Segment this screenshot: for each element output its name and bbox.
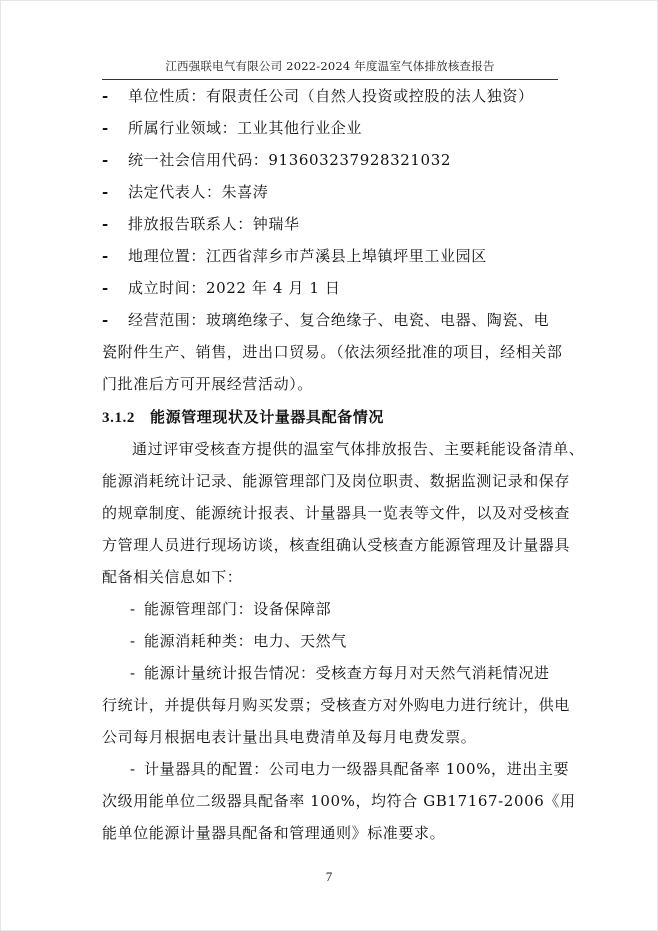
bullet-marker: - bbox=[102, 183, 109, 201]
paragraph-line: 通过评审受核查方提供的温室气体排放报告、主要耗能设备清单、 bbox=[132, 440, 585, 458]
dash-marker: - bbox=[130, 664, 136, 682]
section-heading bbox=[102, 402, 562, 433]
energy-item-text: 计量器具的配置：公司电力一级器具配备率 100%，进出主要 bbox=[144, 760, 570, 778]
info-item-text: 所属行业领域：工业其他行业企业 bbox=[128, 119, 363, 137]
paragraph-line: 方管理人员进行现场访谈，核查组确认受核查方能源管理及计量器具 bbox=[102, 536, 571, 554]
energy-item-reporting bbox=[102, 657, 571, 753]
energy-item-text: 能单位能源计量器具配备和管理通则》标准要求。 bbox=[102, 824, 446, 842]
paragraph-line: 能源消耗统计记录、能源管理部门及岗位职责、数据监测记录和保存 bbox=[102, 472, 571, 490]
bullet-marker: - bbox=[102, 279, 109, 297]
info-item-unit-type bbox=[102, 80, 562, 112]
document-body bbox=[102, 80, 585, 849]
energy-item-text: 公司每月根据电表计量出具电费清单及每月电费发票。 bbox=[102, 728, 477, 746]
info-item-contact bbox=[102, 208, 562, 240]
energy-item-text: 行统计，并提供每月购买发票；受核查方对外购电力进行统计，供电 bbox=[102, 696, 571, 714]
info-item-credit-code bbox=[102, 144, 562, 176]
info-item-industry bbox=[102, 112, 562, 144]
energy-item-text: 能源计量统计报告情况：受核查方每月对天然气消耗情况进 bbox=[144, 664, 550, 682]
bullet-marker: - bbox=[102, 215, 109, 233]
scope-line-3: 门批准后方可开展经营活动）。 bbox=[102, 375, 313, 393]
bullet-marker: - bbox=[102, 87, 109, 105]
section-title: 能源管理现状及计量器具配备情况 bbox=[150, 408, 385, 426]
scope-line-1: 经营范围：玻璃绝缘子、复合绝缘子、电瓷、电器、陶瓷、电 bbox=[128, 311, 550, 329]
section-number: 3.1.2 bbox=[102, 410, 135, 426]
scope-line-2: 瓷附件生产、销售，进出口贸易。（依法须经批准的项目，经相关部 bbox=[102, 343, 563, 361]
page-header: 江西强联电气有限公司 2022-2024 年度温室气体排放核查报告 bbox=[165, 59, 495, 73]
energy-item-department bbox=[102, 593, 562, 625]
dash-marker: - bbox=[130, 760, 136, 778]
energy-item-types bbox=[102, 625, 562, 657]
info-item-legal-rep bbox=[102, 176, 562, 208]
energy-item-text: 能源消耗种类：电力、天然气 bbox=[144, 632, 347, 650]
body-paragraph bbox=[102, 433, 585, 593]
page-number: 7 bbox=[325, 869, 333, 884]
energy-item-text: 次级用能单位二级器具配备率 100%，均符合 GB17167-2006《用 bbox=[102, 792, 576, 810]
bullet-marker: - bbox=[102, 311, 109, 329]
dash-marker: - bbox=[130, 600, 136, 618]
info-item-text: 成立时间：2022 年 4 月 1 日 bbox=[128, 279, 341, 297]
info-item-text: 法定代表人：朱喜涛 bbox=[128, 183, 269, 201]
info-item-text: 单位性质：有限责任公司（自然人投资或控股的法人独资） bbox=[128, 87, 534, 105]
info-item-text: 统一社会信用代码：91360323792832103​2 bbox=[128, 151, 451, 169]
dash-marker: - bbox=[130, 632, 136, 650]
bullet-marker: - bbox=[102, 247, 109, 265]
bullet-marker: - bbox=[102, 119, 109, 137]
paragraph-line: 配备相关信息如下： bbox=[102, 568, 243, 586]
energy-item-text: 能源管理部门：设备保障部 bbox=[144, 600, 332, 618]
bullet-marker: - bbox=[102, 151, 109, 169]
info-item-business-scope bbox=[102, 304, 562, 400]
paragraph-line: 的规章制度、能源统计报表、计量器具一览表等文件，以及对受核查 bbox=[102, 504, 571, 522]
info-item-founded bbox=[102, 272, 562, 304]
info-item-text: 地理位置：江西省萍乡市芦溪县上埠镇坪里工业园区 bbox=[128, 247, 487, 265]
info-item-text: 排放报告联系人：钟瑞华 bbox=[128, 215, 300, 233]
info-item-location bbox=[102, 240, 562, 272]
energy-item-metering bbox=[102, 753, 576, 849]
